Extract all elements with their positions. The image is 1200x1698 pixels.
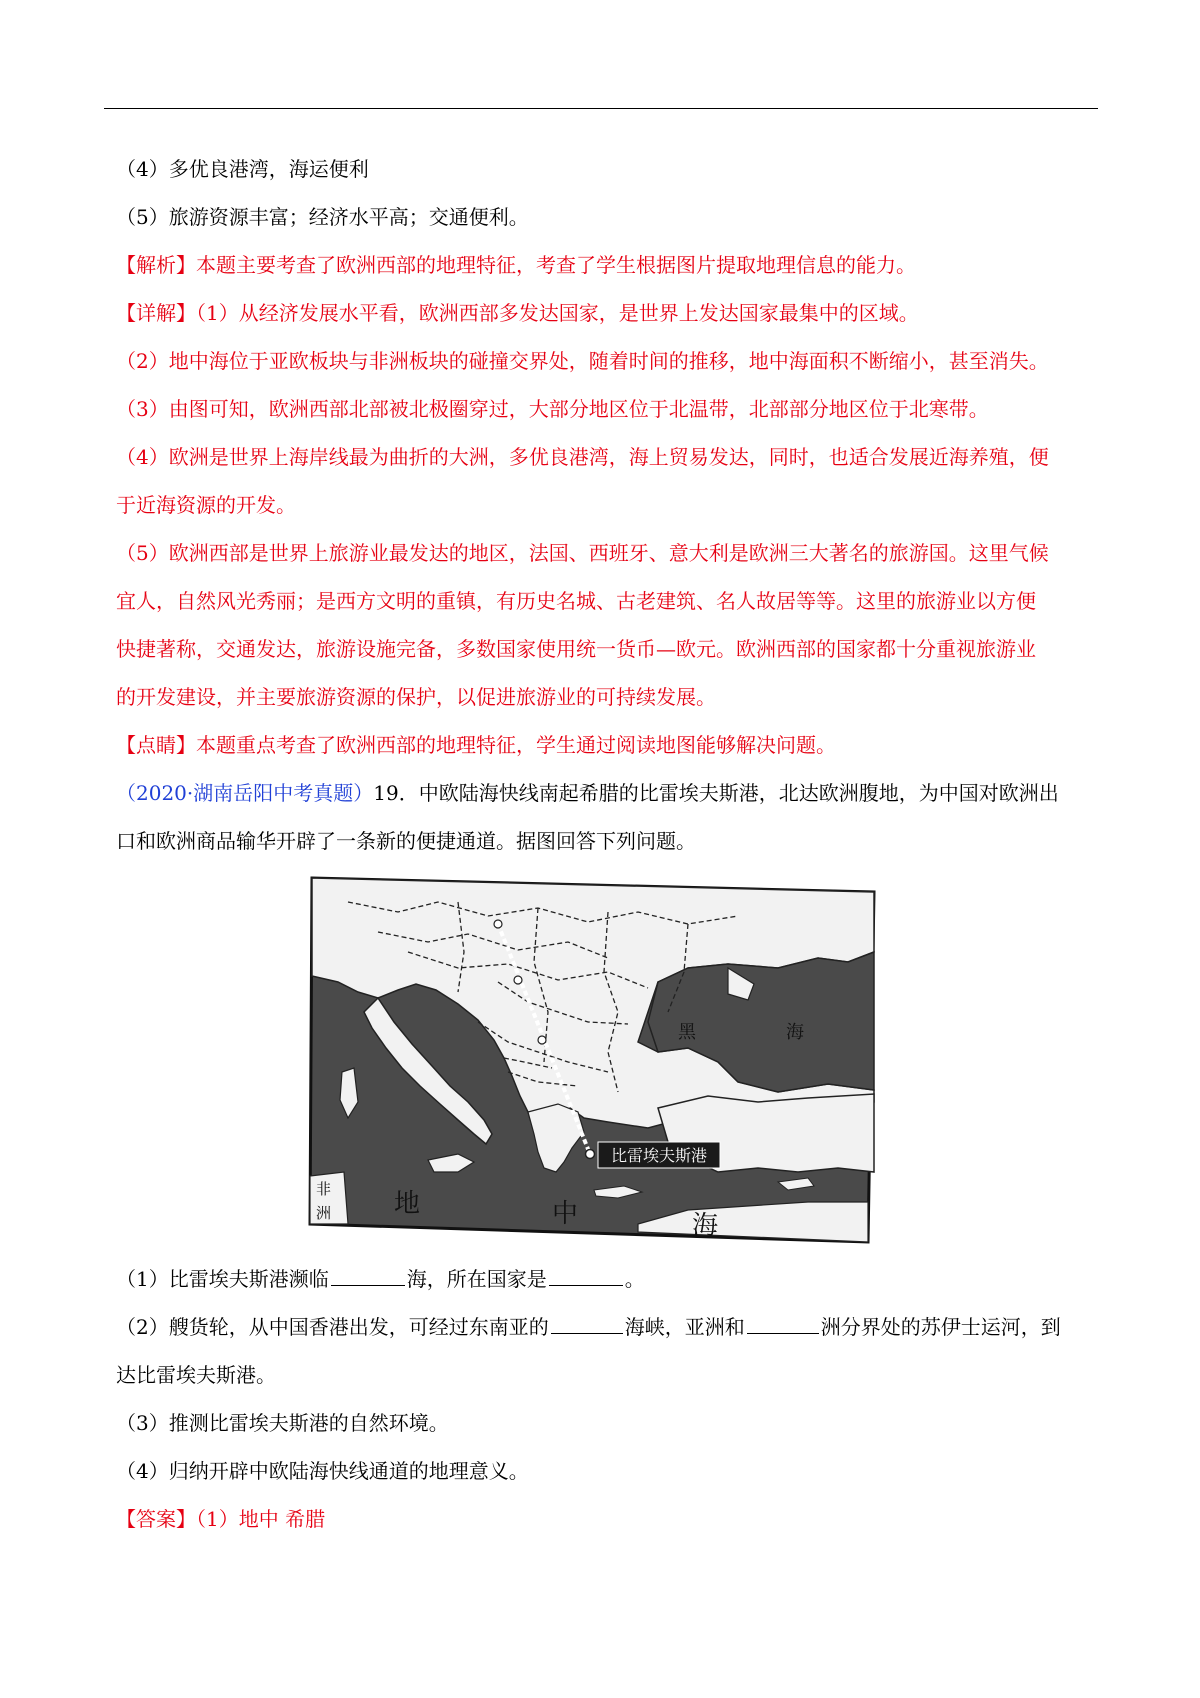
answer-paragraph (116, 1505, 325, 1533)
subquestion-2-text-b: 海峡，亚洲和 (624, 1315, 745, 1339)
subquestion-1 (116, 1265, 645, 1293)
blank-2[interactable] (549, 1265, 623, 1286)
map-figure (308, 872, 878, 1248)
subquestion-1-text-a: （1）比雷埃夫斯港濒临 (116, 1267, 329, 1291)
subquestion-2-line-2: 达比雷埃夫斯港。 (116, 1363, 276, 1387)
answer-label: 【答案】 (116, 1507, 196, 1531)
subquestion-1-text-b: 海，所在国家是 (406, 1267, 547, 1291)
analysis-label: 【解析】 (116, 253, 196, 277)
route-point-3 (538, 1036, 546, 1044)
blank-1[interactable] (331, 1265, 405, 1286)
route-point-2 (514, 976, 522, 984)
port-label: 比雷埃夫斯港 (610, 1146, 708, 1165)
blank-3[interactable] (551, 1313, 623, 1334)
detail-paragraph-4-line-1: （4）欧洲是世界上海岸线最为曲折的大洲，多优良港湾，海上贸易发达，同时，也适合发展近海养殖，便 (116, 445, 1049, 469)
question-stem-1: 19．中欧陆海快线南起希腊的比雷埃夫斯港，北达欧洲腹地，为中国对欧洲出 (373, 781, 1059, 805)
comment-text: 本题重点考查了欧洲西部的地理特征，学生通过阅读地图能够解决问题。 (196, 733, 836, 757)
detail-paragraph-4-line-2: 于近海资源的开发。 (116, 493, 296, 517)
subquestion-1-text-c: 。 (624, 1267, 645, 1291)
detail-text-1: （1）从经济发展水平看，欧洲西部多发达国家，是世界上发达国家最集中的区域。 (196, 301, 919, 325)
map-svg (308, 872, 878, 1248)
med-label-3: 海 (692, 1211, 719, 1241)
subquestion-4: （4）归纳开辟中欧陆海快线通道的地理意义。 (116, 1459, 529, 1483)
route-point-1 (494, 920, 502, 928)
analysis-paragraph (116, 251, 916, 279)
answer-text: （1）地中 希腊 (196, 1507, 326, 1531)
detail-label: 【详解】 (116, 301, 196, 325)
answer-line-5: （5）旅游资源丰富；经济水平高；交通便利。 (116, 205, 529, 229)
subquestion-3: （3）推测比雷埃夫斯港的自然环境。 (116, 1411, 449, 1435)
question-19-line-1 (116, 779, 1059, 807)
black-sea-label-2: 海 (786, 1022, 804, 1043)
detail-paragraph-5-line-3: 快捷著称，交通发达，旅游设施完备，多数国家使用统一货币—欧元。欧洲西部的国家都十分重视旅游业 (116, 637, 1036, 661)
comment-paragraph (116, 731, 836, 759)
detail-paragraph-2: （2）地中海位于亚欧板块与非洲板块的碰撞交界处，随着时间的推移，地中海面积不断缩小，甚至消失。 (116, 349, 1049, 373)
black-sea-label-1: 黑 (678, 1022, 696, 1043)
comment-label: 【点睛】 (116, 733, 196, 757)
question-source: （2020·湖南岳阳中考真题） (116, 781, 374, 805)
question-19-line-2: 口和欧洲商品输华开辟了一条新的便捷通道。据图回答下列问题。 (116, 829, 696, 853)
detail-paragraph-5-line-2: 宜人，自然风光秀丽；是西方文明的重镇，有历史名城、古老建筑、名人故居等等。这里的旅游业以方便 (116, 589, 1036, 613)
africa-label-1: 非 (316, 1180, 332, 1198)
subquestion-2-text-c: 洲分界处的苏伊士运河，到 (820, 1315, 1061, 1339)
detail-paragraph-5-line-4: 的开发建设，并主要旅游资源的保护，以促进旅游业的可持续发展。 (116, 685, 716, 709)
detail-paragraph-5-line-1: （5）欧洲西部是世界上旅游业最发达的地区，法国、西班牙、意大利是欧洲三大著名的旅游国。这里气候 (116, 541, 1049, 565)
detail-paragraph-1 (116, 299, 919, 327)
med-label-1: 地 (394, 1189, 421, 1219)
subquestion-2-line-1 (116, 1313, 1061, 1341)
med-label-2: 中 (552, 1199, 579, 1229)
africa-label-2: 洲 (316, 1204, 332, 1222)
subquestion-2-text-a: （2）艘货轮，从中国香港出发，可经过东南亚的 (116, 1315, 549, 1339)
answer-line-4: （4）多优良港湾，海运便利 (116, 157, 369, 181)
port-point (586, 1150, 595, 1159)
blank-4[interactable] (747, 1313, 819, 1334)
detail-paragraph-3: （3）由图可知，欧洲西部北部被北极圈穿过，大部分地区位于北温带，北部部分地区位于北寒带。 (116, 397, 989, 421)
analysis-text: 本题主要考查了欧洲西部的地理特征，考查了学生根据图片提取地理信息的能力。 (196, 253, 916, 277)
header-rule (104, 108, 1098, 109)
